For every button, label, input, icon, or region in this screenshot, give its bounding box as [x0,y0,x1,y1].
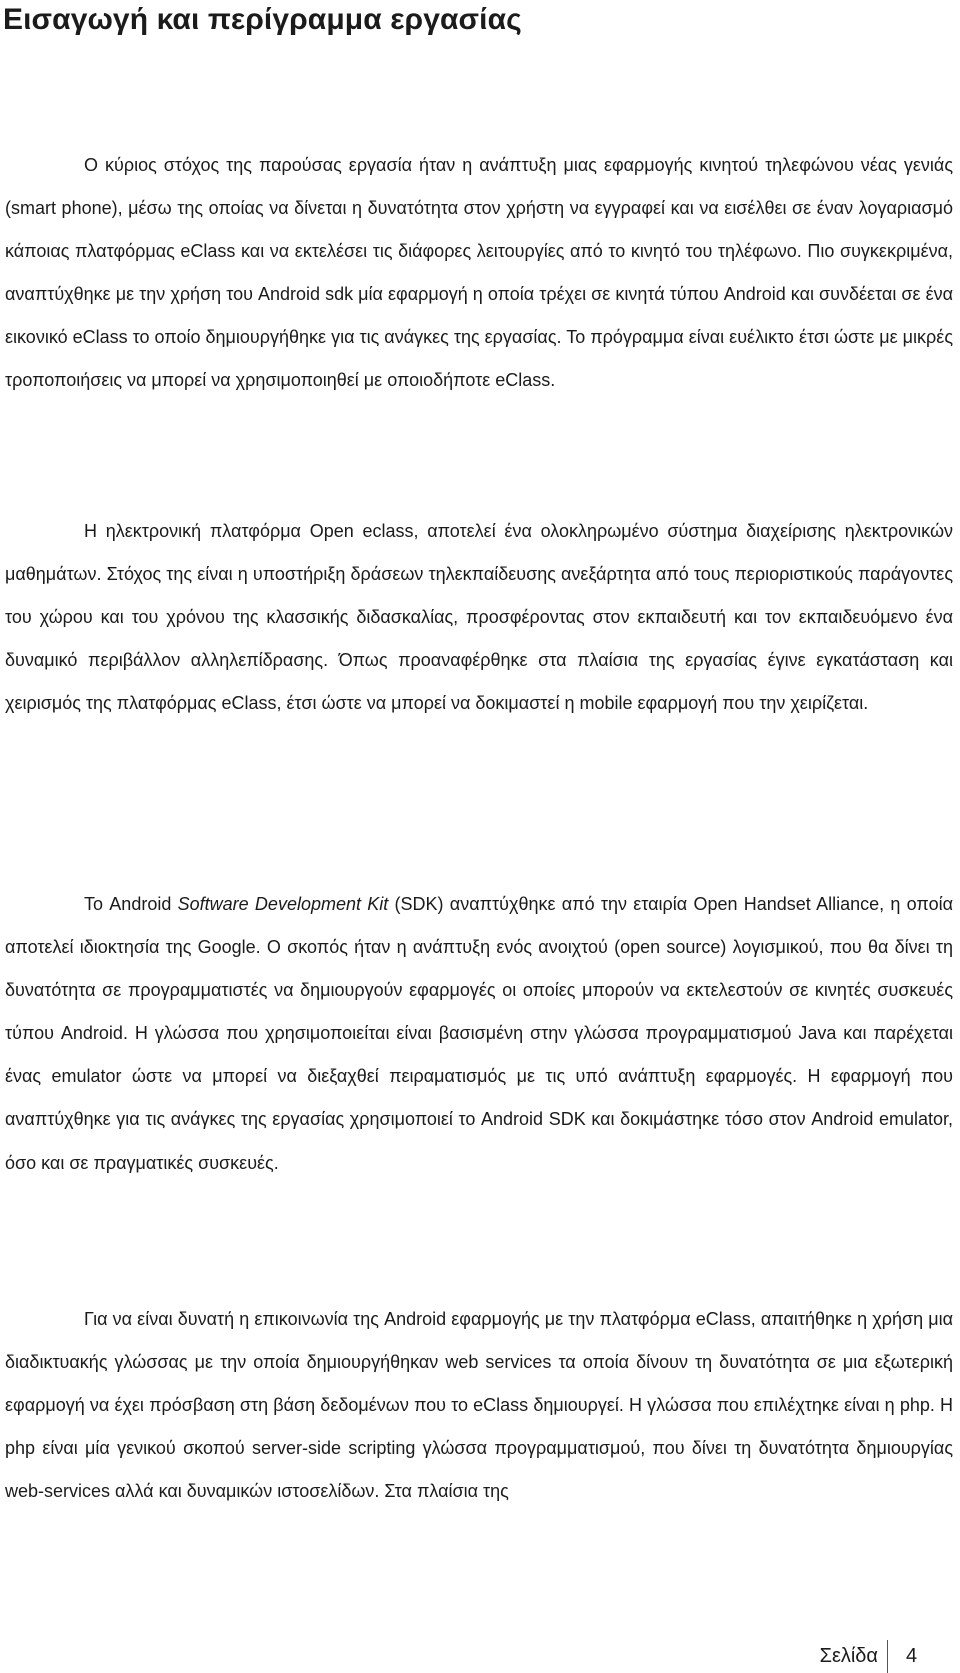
page-footer [0,1640,960,1673]
page-label: Σελίδα [819,1645,878,1667]
page-number: 4 [906,1645,918,1667]
sdk-text-start: Το Android [84,894,178,914]
paragraph-android-sdk [5,883,953,1185]
footer-divider [887,1640,888,1673]
page-title: Εισαγωγή και περίγραμμα εργασίας [3,3,522,36]
sdk-text-rest: (SDK) αναπτύχθηκε από την εταιρία Open Handset Alliance, η οποία αποτελεί ιδιοκτησία της Google. Ο σκοπός ήταν η ανάπτυξη ενός ανοιχτού (open source) λογισμικού, που θα δίνει τη δυνατότητα σε προγραμματιστές να δημιουργούν εφαρμογές οι οποίες μπορούν να εκτελεστούν σε κινητές συσκευές τύπου Android. Η γλώσσα που χρησιμοποιείται είναι βασισμένη στην γλώσσα προγραμματισμού Java και παρέχεται ένας emulator ώστε να μπορεί να διεξαχθεί πειραματισμός με τις υπό ανάπτυξη εφαρμογές. Η εφαρμογή που αναπτύχθηκε για τις ανάγκες της εργασίας χρησιμοποιεί το Android SDK και δοκιμάστηκε τόσο στον Android emulator, όσο και σε πραγματικές συσκευές. [5,894,953,1173]
paragraph-intro: Ο κύριος στόχος της παρούσας εργασία ήταν η ανάπτυξη μιας εφαρμογής κινητού τηλεφώνου νέας γενιάς (smart phone), μέσω της οποίας να δίνεται η δυνατότητα στον χρήστη να εγγραφεί και να εισέλθει σε έναν λογαριασμό κάποιας πλατφόρμας eClass και να εκτελέσει τις διάφορες λειτουργίες από το κινητό του τηλέφωνο. Πιο συγκεκριμένα, αναπτύχθηκε με την χρήση του Android sdk μία εφαρμογή η οποία τρέχει σε κινητά τύπου Android και συνδέεται σε ένα εικονικό eClass το οποίο δημιουργήθηκε για τις ανάγκες της εργασίας. Το πρόγραμμα είναι ευέλικτο έτσι ώστε με μικρές τροποποιήσεις να μπορεί να χρησιμοποιηθεί με οποιοδήποτε eClass. [5,155,953,391]
paragraph-php: Για να είναι δυνατή η επικοινωνία της Android εφαρμογής με την πλατφόρμα eClass, απαιτήθηκε η χρήση μια διαδικτυακής γλώσσας με την οποία δημιουργήθηκαν web services τα οποία δίνουν τη δυνατότητα σε μια εξωτερική εφαρμογή να έχει πρόσβαση στη βάση δεδομένων που το eClass δημιουργεί. Η γλώσσα που επιλέχτηκε είναι η php. Η php είναι μία γενικού σκοπού server-side scripting γλώσσα προγραμματισμού, που δίνει τη δυνατότητα δημιουργίας web-services αλλά και δυναμικών ιστοσελίδων. Στα πλαίσια της [5,1309,953,1502]
sdk-italic-term: Software Development Kit [177,894,389,914]
paragraph-open-eclass: Η ηλεκτρονική πλατφόρμα Open eclass, αποτελεί ένα ολοκληρωμένο σύστημα διαχείρισης ηλεκτρονικών μαθημάτων. Στόχος της είναι η υποστήριξη δράσεων τηλεκπαίδευσης ανεξάρτητα από τους περιοριστικούς παράγοντες του χώρου και του χρόνου της κλασσικής διδασκαλίας, προσφέροντας στον εκπαιδευτή και τον εκπαιδευόμενο ένα δυναμικό περιβάλλον αλληλεπίδρασης. Όπως προαναφέρθηκε στα πλαίσια της εργασίας έγινε εγκατάσταση και χειρισμός της πλατφόρμας eClass, έτσι ώστε να μπορεί να δοκιμαστεί η mobile εφαρμογή που την χειρίζεται. [5,521,953,714]
